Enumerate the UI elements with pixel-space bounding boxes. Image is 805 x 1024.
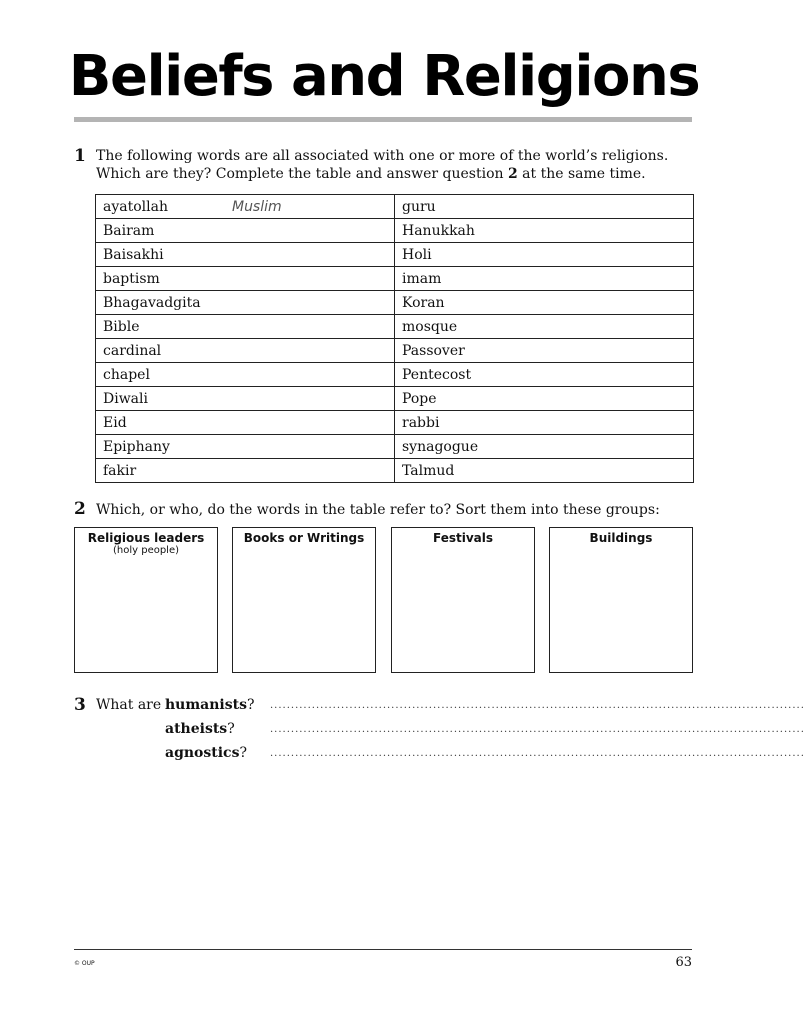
- table-cell-right: Talmud: [395, 459, 694, 483]
- table-cell-left: cardinal: [96, 339, 395, 363]
- table-cell-left: Bhagavadgita: [96, 291, 395, 315]
- table-cell-right: Holi: [395, 243, 694, 267]
- question-1-line-1: The following words are all associated with one or more of the world’s religions.: [96, 148, 669, 164]
- page-number: 63: [675, 955, 692, 970]
- table-cell-right: Passover: [395, 339, 694, 363]
- question-mark: ?: [227, 721, 235, 737]
- question-mark: ?: [239, 745, 247, 761]
- table-cell-right: synagogue: [395, 435, 694, 459]
- box-festivals[interactable]: [391, 527, 535, 673]
- question-1-text: [96, 147, 668, 183]
- table-row: [96, 435, 694, 459]
- table-cell-left: baptism: [96, 267, 395, 291]
- answer-line-agnostics[interactable]: ................................................................................................................................: [270, 748, 805, 759]
- table-cell-left: chapel: [96, 363, 395, 387]
- table-cell-left: Eid: [96, 411, 395, 435]
- table-row: [96, 387, 694, 411]
- table-cell-left: Diwali: [96, 387, 395, 411]
- box-subtitle: (holy people): [112, 545, 180, 556]
- table-row: [96, 339, 694, 363]
- question-3-term: [165, 721, 235, 737]
- handwritten-answer: Muslim: [231, 198, 282, 215]
- term-agnostics: agnostics: [165, 745, 240, 761]
- question-1-line-2-start: Which are they? Complete the table and answer question: [96, 166, 508, 182]
- question-3-term: [165, 745, 247, 761]
- table-cell-right: Pentecost: [395, 363, 694, 387]
- table-cell-right: mosque: [395, 315, 694, 339]
- table-cell-right: Hanukkah: [395, 219, 694, 243]
- table-cell-left: Epiphany: [96, 435, 395, 459]
- box-title: Books or Writings: [243, 531, 365, 545]
- table-cell-right: Koran: [395, 291, 694, 315]
- word: ayatollah: [103, 198, 168, 215]
- question-1-line-2: [96, 165, 668, 183]
- answer-line-humanists[interactable]: ................................................................................................................................: [270, 700, 805, 711]
- table-cell-right: imam: [395, 267, 694, 291]
- table-cell-left: fakir: [96, 459, 395, 483]
- box-religious-leaders[interactable]: [74, 527, 218, 673]
- question-2-number: 2: [74, 499, 86, 519]
- term-humanists: humanists: [165, 697, 247, 713]
- box-books-writings[interactable]: [232, 527, 376, 673]
- table-cell-left: [96, 195, 395, 219]
- table-cell-right: guru: [395, 195, 694, 219]
- copyright: © OUP: [74, 960, 95, 967]
- question-1-line-2-ref: 2: [507, 166, 518, 182]
- table-row: [96, 219, 694, 243]
- table-cell-left: Baisakhi: [96, 243, 395, 267]
- table-row: [96, 291, 694, 315]
- box-title: Religious leaders: [87, 531, 205, 545]
- question-1-line-2-end: at the same time.: [517, 166, 646, 182]
- question-1-number: 1: [74, 146, 86, 166]
- question-3-term: [165, 697, 255, 713]
- term-atheists: atheists: [165, 721, 228, 737]
- question-2-text: Which, or who, do the words in the table refer to? Sort them into these groups:: [96, 502, 660, 518]
- box-title: Festivals: [432, 531, 494, 545]
- table-cell-left: Bairam: [96, 219, 395, 243]
- table-row: [96, 315, 694, 339]
- table-cell-right: Pope: [395, 387, 694, 411]
- answer-line-atheists[interactable]: ................................................................................................................................: [270, 724, 805, 735]
- question-3-number: 3: [74, 695, 86, 715]
- title-underline: [74, 117, 692, 122]
- table-row: [96, 363, 694, 387]
- table-cell-right: rabbi: [395, 411, 694, 435]
- question-3-prefix: What are: [96, 697, 162, 713]
- footer-rule: [74, 949, 692, 950]
- table-cell-left: Bible: [96, 315, 395, 339]
- question-mark: ?: [246, 697, 255, 713]
- page-title: Beliefs and Religions: [68, 44, 700, 109]
- box-title: Buildings: [589, 531, 653, 545]
- table-row: [96, 195, 694, 219]
- table-row: [96, 267, 694, 291]
- box-buildings[interactable]: [549, 527, 693, 673]
- words-table: [95, 194, 694, 483]
- table-row: [96, 243, 694, 267]
- table-row: [96, 411, 694, 435]
- table-row: [96, 459, 694, 483]
